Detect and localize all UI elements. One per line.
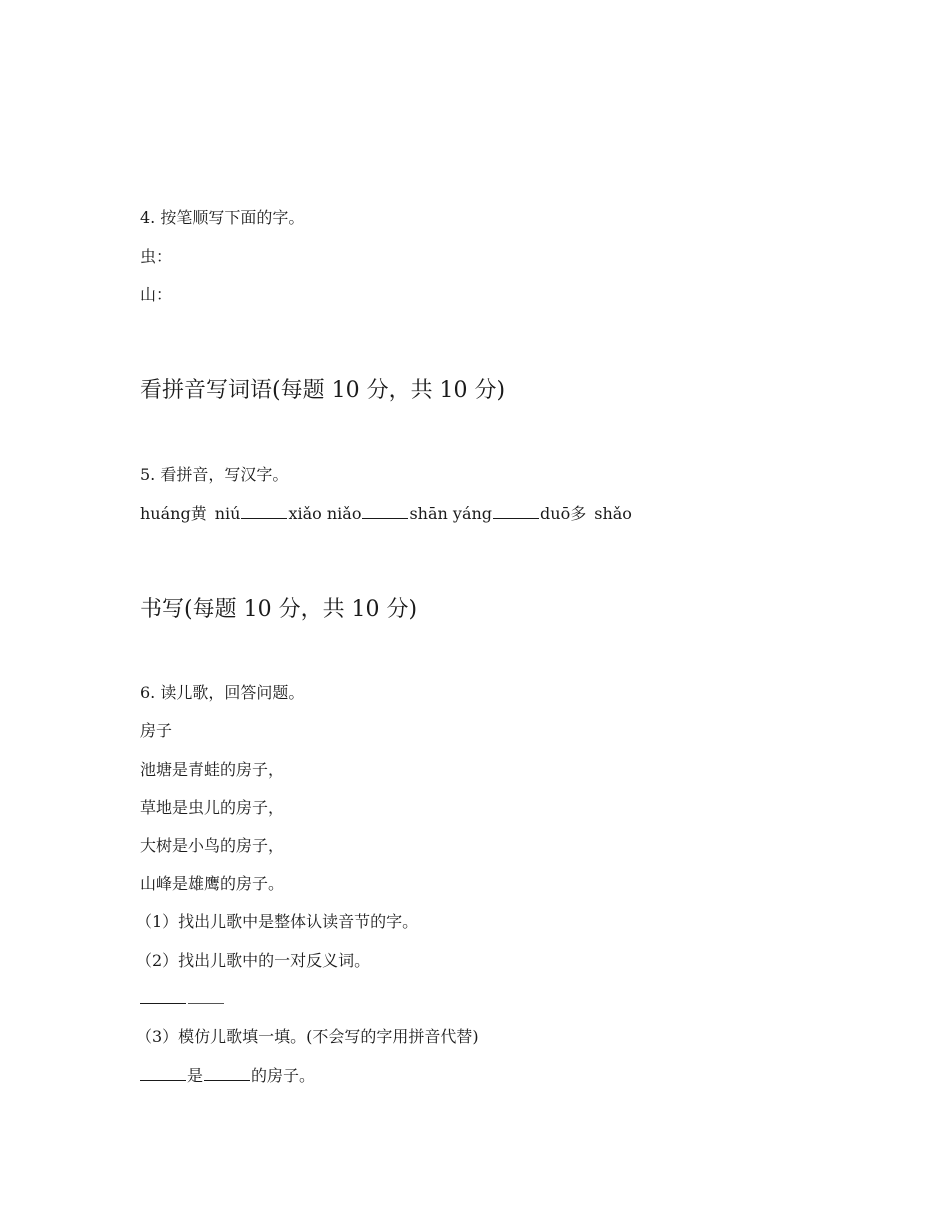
section-heading-writing: 书写(每题 10 分，共 10 分) — [140, 597, 418, 622]
antonym-blank-2[interactable] — [188, 989, 224, 1004]
poem-line: 草地是虫儿的房子， — [140, 798, 285, 817]
pinyin-shanyang: shān yáng — [409, 504, 493, 523]
section-heading-pinyin: 看拼音写词语(每题 10 分，共 10 分) — [140, 378, 506, 403]
pinyin-xiaoniao: xiǎo niǎo — [288, 504, 362, 523]
fill-blank-2[interactable] — [204, 1066, 250, 1081]
answer-blank-2[interactable] — [362, 504, 408, 519]
poem-line: 池塘是青蛙的房子， — [140, 760, 285, 779]
antonym-blank-1[interactable] — [140, 989, 186, 1004]
imitation-fill-row — [140, 1066, 315, 1086]
answer-blank-1[interactable] — [241, 504, 287, 519]
answer-blank-3[interactable] — [493, 504, 539, 519]
poem-title: 房子 — [140, 721, 173, 740]
antonym-answer-row — [140, 989, 224, 1009]
pinyin-niu: niú — [214, 504, 241, 523]
q4-title: 4. 按笔顺写下面的字。 — [140, 208, 305, 227]
q5-title: 5. 看拼音，写汉字。 — [140, 465, 289, 484]
fill-connector: 是 — [187, 1066, 204, 1085]
poem-line: 大树是小鸟的房子， — [140, 836, 285, 855]
q6-sub2: （2）找出儿歌中的一对反义词。 — [136, 951, 371, 970]
pinyin-shao: shǎo — [594, 504, 632, 523]
hanzi-huang: 黄 — [190, 504, 207, 523]
pinyin-duo: duō — [540, 504, 571, 523]
q4-char-chong: 虫： — [140, 247, 173, 266]
q6-title: 6. 读儿歌，回答问题。 — [140, 683, 305, 702]
q6-sub1: （1）找出儿歌中是整体认读音节的字。 — [136, 912, 419, 931]
fill-ending: 的房子。 — [251, 1066, 316, 1085]
hanzi-duo: 多 — [570, 504, 587, 523]
fill-blank-1[interactable] — [140, 1066, 186, 1081]
q5-pinyin-row — [140, 504, 632, 524]
q4-char-shan: 山： — [140, 285, 173, 304]
pinyin-huang: huáng — [140, 504, 191, 523]
q6-sub3: （3）模仿儿歌填一填。(不会写的字用拼音代替) — [136, 1027, 479, 1046]
poem-line: 山峰是雄鹰的房子。 — [140, 874, 285, 893]
